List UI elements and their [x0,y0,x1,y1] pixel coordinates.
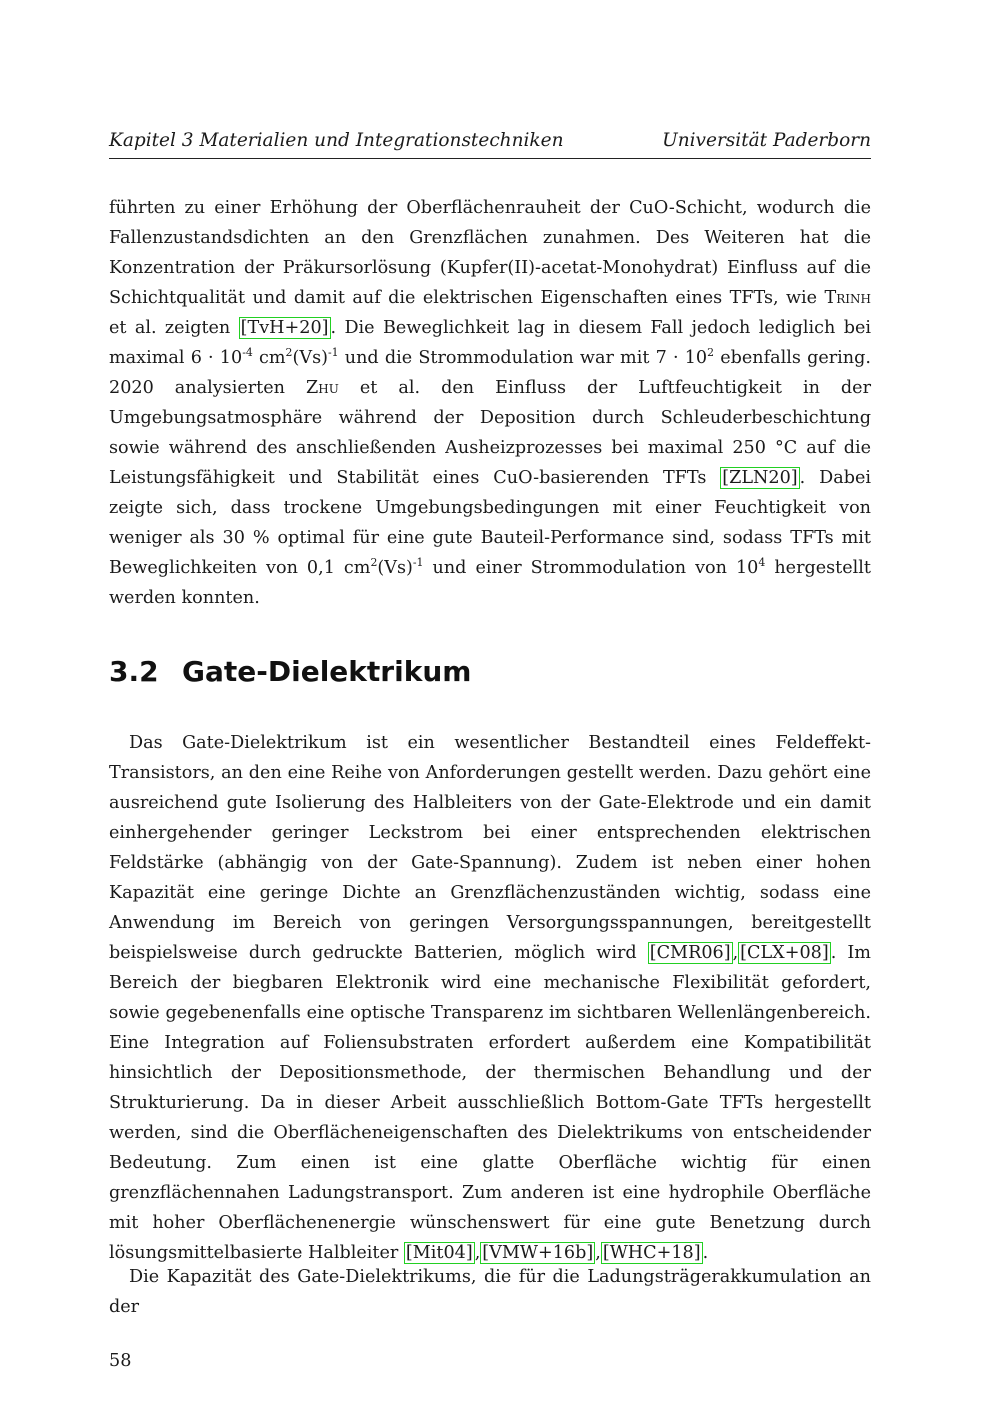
superscript: 4 [758,555,766,569]
text-span: . [702,1243,709,1263]
citation-separator: , [595,1243,601,1263]
text-span: . Die Beweglichkeit lag in diesem Fall jedoch lediglich bei maximal 6 · 10 [109,318,872,368]
section-title: Gate-Dielektrikum [182,655,472,688]
citation-link[interactable]: [TvH+20] [240,318,329,338]
text-span: Das Gate-Dielektrikum ist ein wesentlicher Bestandteil eines Feldeffekt-Transistors, an den eine Reihe von Anforderungen gestellt werden. Dazu gehört eine ausreichend gute Isolierung des Halbleiters von der Gate-Elektrode und ein damit einhergehender geringer Leckstrom bei einer entsprechenden elektrischen Feldstärke (abhängig von der Gate-Spannung). Zudem ist neben einer hohen Kapazität eine geringe Dichte an Grenzflächenzuständen wichtig, sodass eine Anwendung im Bereich von geringen Versorgungsspannungen, bereitgestellt beispielsweise durch gedruckte Batterien, möglich wird [109,733,871,963]
page-number: 58 [109,1351,132,1371]
text-span: (Vs) [292,348,328,368]
citation-link[interactable]: [CLX+08] [740,943,829,963]
superscript: -1 [412,555,424,569]
citation-separator: , [732,943,739,963]
superscript: 2 [370,555,378,569]
text-span: und einer Strommodulation von 10 [432,558,759,578]
citation-link[interactable]: [CMR06] [649,943,731,963]
running-header [109,128,871,159]
author-name: Trinh [824,288,872,308]
citation-link[interactable]: [ZLN20] [722,468,798,488]
text-span: et al. zeigten [109,318,231,338]
superscript: -4 [242,345,253,359]
text-span: Die Kapazität des Gate-Dielektrikums, die für die Ladungsträgerakkumulation an der [109,1267,871,1317]
text-span: führten zu einer Erhöhung der Oberflächenrauheit der CuO-Schicht, wodurch die Fallenzustandsdichten an den Grenzflächen zunahmen. Des Weiteren hat die Konzentration der Präkursorlösung (Kupfer(II)-acetat-Monohydrat) Einfluss auf die Schichtqualität und damit auf die elektrischen Eigenschaften eines TFTs, wie [109,198,871,308]
author-name: Zhu [306,378,339,398]
citation-link[interactable]: [WHC+18] [602,1243,701,1263]
section-heading [109,652,471,692]
paragraph-capacitance [109,1262,871,1322]
citation-link[interactable]: [VMW+16b] [482,1243,594,1263]
header-chapter-title: Kapitel 3 Materialien und Integrationstechniken [109,130,564,151]
text-span: cm [259,348,286,368]
superscript: -1 [327,345,339,359]
text-span: et al. den Einfluss der Luftfeuchtigkeit in der Umgebungsatmosphäre während der Deposition durch Schleuderbeschichtung sowie während des anschließenden Ausheizprozesses bei maximal 250 °C auf die Leistungsfähigkeit und Stabilität eines CuO-basierenden TFTs [109,378,872,488]
paragraph-cuo-deposition [109,193,871,613]
text-span: (Vs) [377,558,413,578]
text-span: . Dabei zeigte sich, dass trockene Umgebungsbedingungen mit einer Feuchtigkeit von weniger als 30 % optimal für eine gute Bauteil-Performance sind, sodass TFTs mit Beweglichkeiten von 0,1 cm [109,468,871,578]
header-institution: Universität Paderborn [662,130,871,151]
citation-separator: , [474,1243,481,1263]
text-span: hergestellt werden konnten. [109,558,871,608]
paragraph-gate-dielectric [109,728,871,1268]
superscript: 2 [285,345,293,359]
section-number: 3.2 [109,655,159,688]
superscript: 2 [707,345,715,359]
text-span: ebenfalls gering. 2020 analysierten [109,348,871,398]
text-span: und die Strommodulation war mit 7 · 10 [344,348,708,368]
text-span: . Im Bereich der biegbaren Elektronik wird eine mechanische Flexibilität gefordert, sowie gegebenenfalls eine optische Transparenz im sichtbaren Wellenlängenbereich. Eine Integration auf Foliensubstraten erfordert außerdem eine Kompatibilität hinsichtlich der Depositionsmethode, der thermischen Behandlung und der Strukturierung. Da in dieser Arbeit ausschließlich Bottom-Gate TFTs hergestellt werden, sind die Oberflächeneigenschaften des Dielektrikums von entscheidender Bedeutung. Zum einen ist eine glatte Oberfläche wichtig für einen grenzflächennahen Ladungstransport. Zum anderen ist eine hydrophile Oberfläche mit hoher Oberflächenenergie wünschenswert für eine gute Benetzung durch lösungsmittelbasierte Halbleiter [109,943,871,1263]
citation-link[interactable]: [Mit04] [405,1243,473,1263]
